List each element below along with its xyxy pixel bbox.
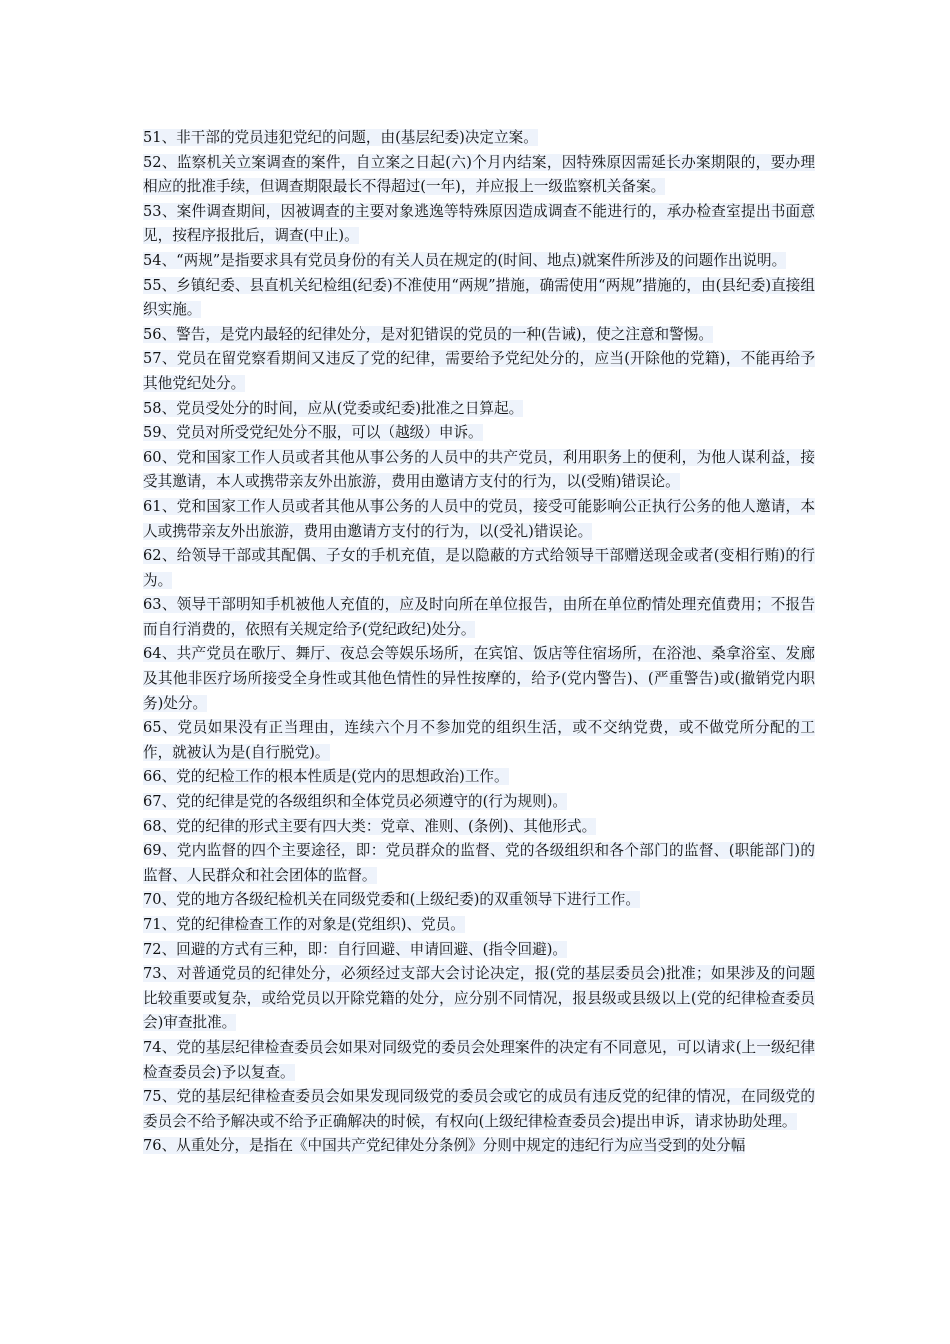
- list-item: 72、回避的方式有三种，即：自行回避、申请回避、(指令回避)。: [143, 940, 567, 958]
- list-item: 55、乡镇纪委、县直机关纪检组(纪委)不准使用“两规”措施，确需使用“两规”措施的，由(县纪委)直接组织实施。: [143, 276, 815, 319]
- list-item: 71、党的纪律检查工作的对象是(党组织)、党员。: [143, 916, 465, 933]
- list-item: 67、党的纪律是党的各级组织和全体党员必须遵守的(行为规则)。: [143, 793, 567, 811]
- list-item: 65、党员如果没有正当理由，连续六个月不参加党的组织生活，或不交纳党费，或不做党所分配的工作，就被认为是(自行脱党)。: [143, 719, 815, 761]
- list-item: 73、对普通党员的纪律处分，必须经过支部大会讨论决定，报(党的基层委员会)批准；如果涉及的问题比较重要或复杂，或给党员以开除党籍的处分，应分别不同情况，报县级或县级以上(党的纪律检查委员会)审查批准。: [143, 965, 815, 1032]
- list-item: 54、“两规”是指要求具有党员身份的有关人员在规定的(时间、地点)就案件所涉及的问题作出说明。: [143, 251, 787, 269]
- list-item: 69、党内监督的四个主要途径，即：党员群众的监督、党的各级组织和各个部门的监督、(职能部门)的监督、人民群众和社会团体的监督。: [143, 842, 815, 884]
- list-item: 58、党员受处分的时间，应从(党委或纪委)批准之日算起。: [143, 399, 524, 417]
- list-item: 64、共产党员在歌厅、舞厅、夜总会等娱乐场所，在宾馆、饭店等住宿场所，在浴池、桑拿浴室、发廊及其他非医疗场所接受全身性或其他色情性的异性按摩的，给予(党内警告)、(严重警告)或(撤销党内职务)处分。: [143, 645, 815, 712]
- list-item: 53、案件调查期间，因被调查的主要对象逃逸等特殊原因造成调查不能进行的，承办检查室提出书面意见，按程序报批后，调查(中止)。: [143, 202, 815, 245]
- list-item: 66、党的纪检工作的根本性质是(党内的思想政治)工作。: [143, 768, 509, 786]
- list-item: 62、给领导干部或其配偶、子女的手机充值，是以隐蔽的方式给领导干部赠送现金或者(变相行贿)的行为。: [143, 547, 815, 589]
- list-item: 68、党的纪律的形式主要有四大类：党章、准则、(条例)、其他形式。: [143, 817, 597, 835]
- list-item: 63、领导干部明知手机被他人充值的，应及时向所在单位报告，由所在单位酌情处理充值费用；不报告而自行消费的，依照有关规定给予(党纪政纪)处分。: [143, 596, 815, 638]
- document-body: [143, 126, 815, 1159]
- list-item: 70、党的地方各级纪检机关在同级党委和(上级纪委)的双重领导下进行工作。: [143, 891, 640, 909]
- list-item: 52、监察机关立案调查的案件，自立案之日起(六)个月内结案，因特殊原因需延长办案期限的，要办理相应的批准手续，但调查期限最长不得超过(一年)，并应报上一级监察机关备案。: [143, 153, 815, 196]
- list-item: 59、党员对所受党纪处分不服，可以（越级）申诉。: [143, 424, 483, 442]
- list-item: 56、警告，是党内最轻的纪律处分，是对犯错误的党员的一种(告诫)，使之注意和警惕。: [143, 325, 713, 343]
- list-item: 61、党和国家工作人员或者其他从事公务的人员中的党员，接受可能影响公正执行公务的他人邀请，本人或携带亲友外出旅游，费用由邀请方支付的行为，以(受礼)错误论。: [143, 497, 815, 540]
- list-item: 51、非干部的党员违犯党纪的问题，由(基层纪委)决定立案。: [143, 129, 538, 146]
- list-item: 75、党的基层纪律检查委员会如果发现同级党的委员会或它的成员有违反党的纪律的情况，在同级党的委员会不给予解决或不给予正确解决的时候，有权向(上级纪律检查委员会)提出申诉，请求协助处理。: [143, 1088, 815, 1130]
- list-item: 74、党的基层纪律检查委员会如果对同级党的委员会处理案件的决定有不同意见，可以请求(上一级纪律检查委员会)予以复查。: [143, 1038, 815, 1081]
- list-item: 60、党和国家工作人员或者其他从事公务的人员中的共产党员，利用职务上的便利，为他人谋利益，接受其邀请，本人或携带亲友外出旅游，费用由邀请方支付的行为，以(受贿)错误论。: [143, 448, 815, 491]
- list-item: 57、党员在留党察看期间又违反了党的纪律，需要给予党纪处分的，应当(开除他的党籍)，不能再给予其他党纪处分。: [143, 350, 815, 392]
- list-item: 76、从重处分，是指在《中国共产党纪律处分条例》分则中规定的违纪行为应当受到的处分幅: [143, 1137, 746, 1155]
